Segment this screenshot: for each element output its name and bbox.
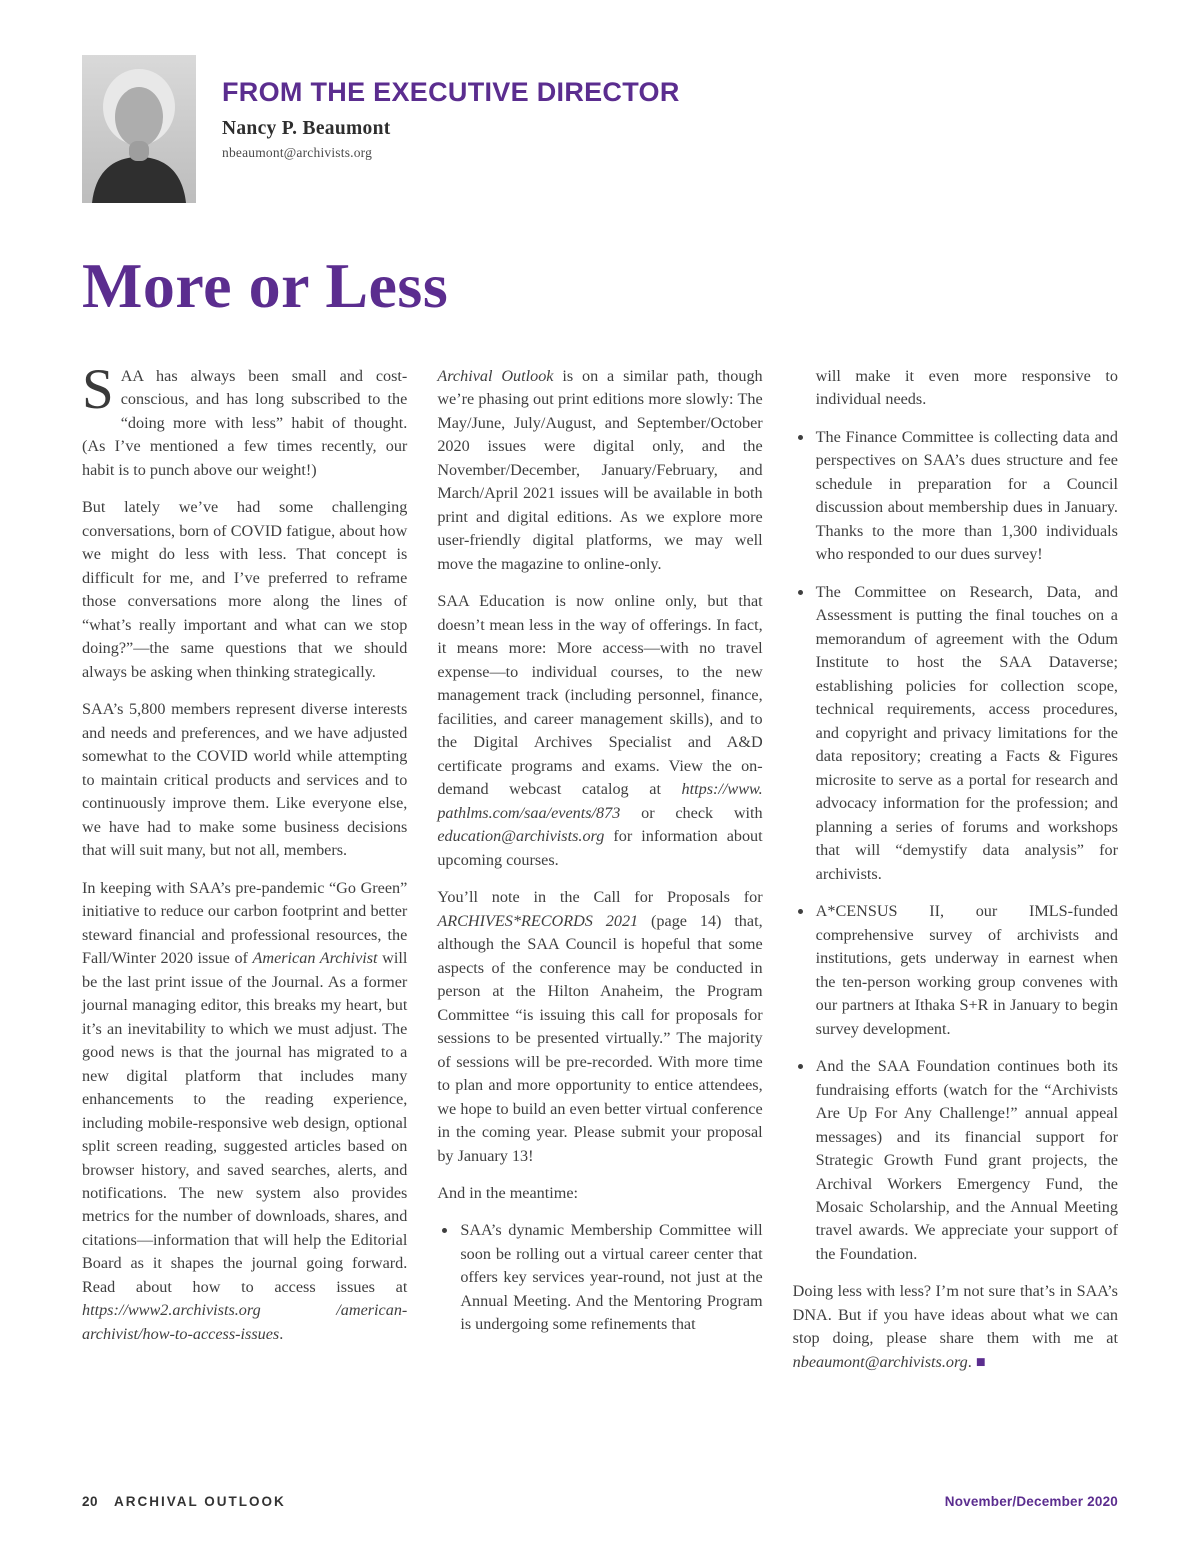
column-1 [82,358,408,1388]
paragraph: But lately we’ve had some challenging conversations, born of COVID fatigue, about how we might do less with less. That concept is difficult for me, and I’ve preferred to reframe those conversations more along the lines of “what’s really important and what can we stop doing?”—the same questions that we should always be asking when thinking strategically. [82,498,408,681]
bullet-item: • The Finance Committee is collecting data and perspectives on SAA’s dues structure and fee schedule in preparation for a Council discussion about membership dues in January. Thanks to the more than 1,300 individuals who responded to our dues survey! [814,426,1118,567]
paragraph: You’ll note in the Call for Proposals for ARCHIVES*RECORDS 2021 (page 14) that, although the SAA Council is hopeful that some aspects of the conference may be conducted in person at the Hilton Anaheim, the Program Committee “is issuing this call for proposals for sessions to be presented virtually.” The majority of sessions will be pre-recorded. With more time to plan and more opportunity to entice attendees, we hope to build an even better virtual conference in the coming year. Please submit your proposal by January 13! [437,888,763,1165]
paragraph [82,358,408,482]
column-2 [437,365,762,1388]
section-kicker: FROM THE EXECUTIVE DIRECTOR [222,77,680,107]
paragraph: SAA’s 5,800 members represent diverse interests and needs and preferences, and we have adjusted somewhat to the COVID world while attempting to maintain critical products and services and to continuously improve them. Like everyone else, we have had to make some business decisions that will suit many, but not all, members. [82,700,408,860]
paragraph: And in the meantime: [437,1183,579,1202]
issue-date: November/December 2020 [944,1494,1118,1509]
bullet-continuation: will make it even more responsive to individual needs. [815,367,1118,409]
header-text [222,55,680,161]
dropcap: S [82,358,114,421]
bullet-list [437,1219,762,1336]
footer-left [82,1494,286,1509]
paragraph: In keeping with SAA’s pre-pandemic “Go Green” initiative to reduce our carbon footprint and better steward financial and professional resources, the Fall/Winter 2020 issue of American Archivist will be the last print issue of the Journal. As a former journal managing editor, this breaks my heart, but it’s an inevitability to which we must adjust. The good news is that the journal has migrated to a new digital platform that includes many enhancements to the reading experience, including mobile-responsive web design, optional split screen reading, suggested articles based on browser history, and saved searches, alerts, and notifications. The new system also provides metrics for the number of downloads, shares, and citations—information that will help the Editorial Board as it shapes the journal going forward. Read about how to access issues at https://www2.archivists.org /american-archivist/how-to-access-issues. [82,878,408,1343]
portrait-photo-icon [82,55,196,203]
page-number: 20 [82,1494,99,1509]
page-footer [82,1494,1118,1509]
magazine-title: ARCHIVAL OUTLOOK [114,1494,286,1509]
closing-paragraph: Doing less with less? I’m not sure that’s in SAA’s DNA. But if you have ideas about what we can stop doing, please share them with me at nbeaumont@archivists.org. ■ [792,1282,1118,1371]
author-name: Nancy P. Beaumont [222,118,391,139]
column-3 [793,365,1118,1388]
paragraph: Archival Outlook is on a similar path, though we’re phasing out print editions more slowly: The May/June, July/August, and September/October 2020 issues were digital only, and the November/December, January/February, and March/April 2021 issues will be available in both print and digital editions. As we explore more user-friendly digital platforms, we may well move the magazine to online-only. [437,367,763,573]
author-photo [82,55,196,203]
article-title: More or Less [82,250,449,321]
bullet-list [793,426,1118,1266]
paragraph-text: AA has always been small and cost-conscious, and has long subscribed to the “doing more with less” habit of thought. (As I’ve mentioned a few times recently, our habit is to punch above our weight!) [82,367,408,479]
article-header [82,55,1118,203]
paragraph: SAA Education is now online only, but that doesn’t mean less in the way of offerings. In fact, it means more: More access—with no travel expense—to individual courses, to the new management track (including personnel, finance, facilities, and career management skills), and to the Digital Archives Specialist and A&D certificate programs and exams. View the on-demand webcast catalog at https://www. pathlms.com/saa/events/873 or check with education@archivists.org for information about upcoming courses. [437,592,763,869]
author-email: nbeaumont@archivists.org [222,145,373,160]
bullet-item: • And the SAA Foundation continues both its fundraising efforts (watch for the “Archivists Are Up For Any Challenge!” annual appeal messages) and its financial support for Strategic Growth Fund grant projects, the Archival Workers Emergency Fund, the Mosaic Scholarship, and the Annual Meeting travel awards. We appreciate your support of the Foundation. [814,1055,1118,1266]
article-body [82,358,1118,1388]
bullet-item: • The Committee on Research, Data, and Assessment is putting the final touches on a memorandum of agreement with the Odum Institute to host the SAA Dataverse; establishing policies for collection scope, technical requirements, access procedures, and copyright and privacy limitations for the data repository; creating a Facts & Figures microsite to serve as a portal for research and advocacy information for the profession; and planning a series of forums and workshops that will “demystify data analysis” for archivists. [814,581,1118,886]
bullet-item: • A*CENSUS II, our IMLS-funded comprehensive survey of archivists and institutions, gets underway in earnest when the ten-person working group convenes with our partners at Ithaka S+R in January to begin survey development. [814,900,1118,1041]
bullet-item: • SAA’s dynamic Membership Committee will soon be rolling out a virtual career center that offers key services year-round, not just at the Annual Meeting. And the Mentoring Program is undergoing some refinements that [458,1219,762,1336]
